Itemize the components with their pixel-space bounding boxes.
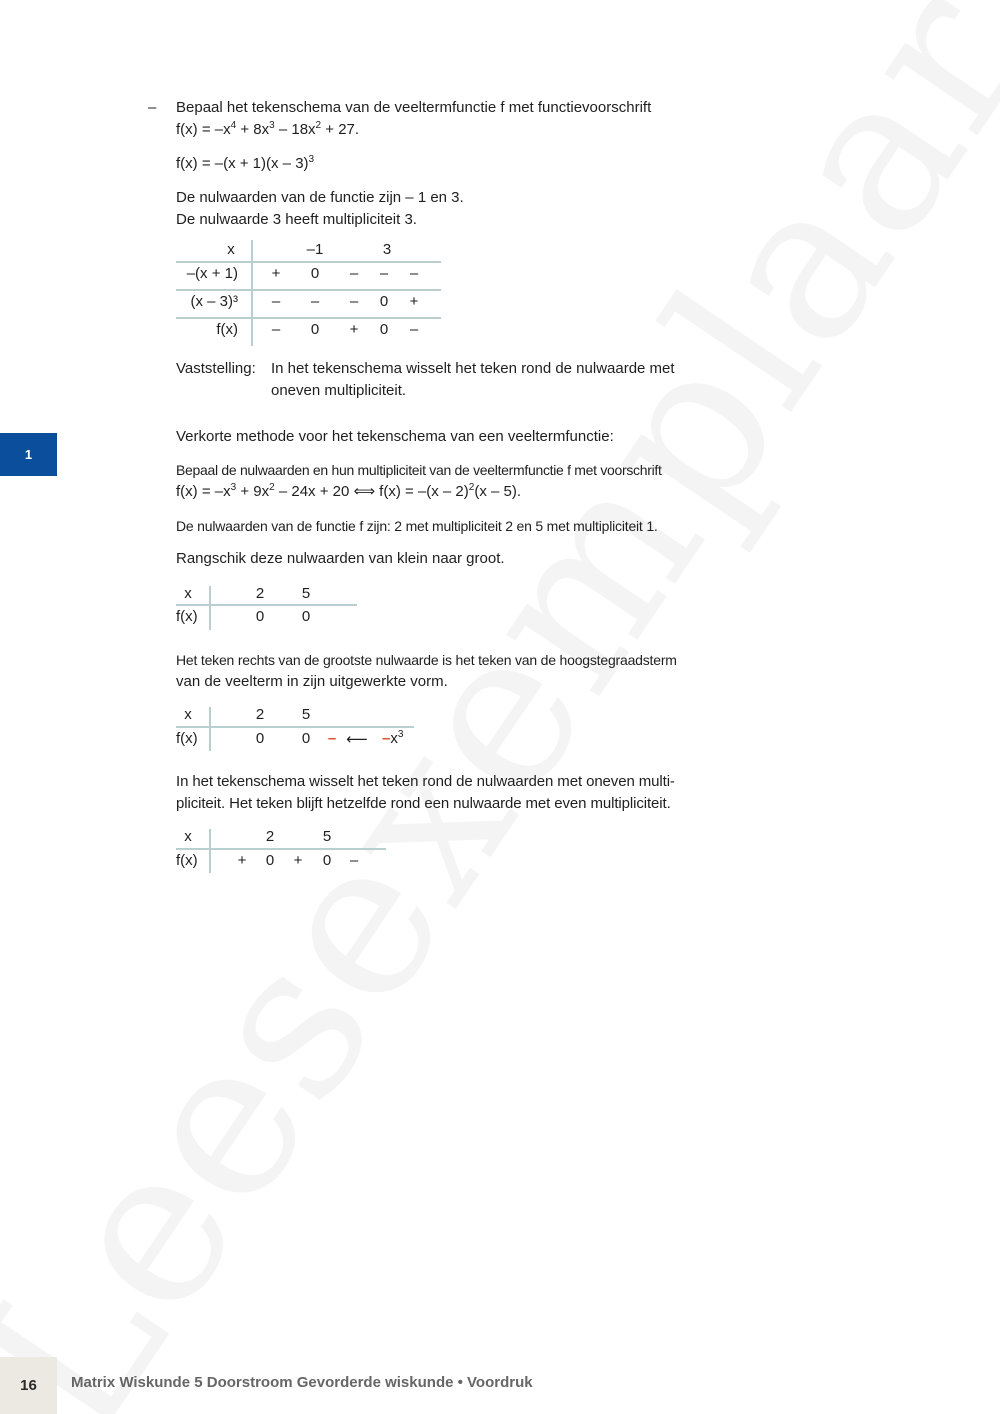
step-1-text: Bepaal de nulwaarden en hun multipliciteit van de veeltermfunctie f met voorschrift (176, 462, 662, 478)
sign-cell: 0 (379, 293, 389, 310)
step-1-formula: $f(x) = -x^3 + 9x^2 - 24x + 20$ ⟺ f(x) = –(x – 2)$^2$(x – 5). (176, 482, 522, 500)
zeros-statement: De nulwaarden van de functie zijn – 1 en 3. (176, 189, 464, 206)
arrow-left-icon: ⟵ (346, 731, 368, 748)
header-zero: 5 (301, 706, 311, 723)
row-label: f(x) (176, 608, 198, 625)
function-definition: $f(x) = -x^4 + 8x^3 - 18x^2 + 27$. (176, 120, 360, 138)
leading-term: $-x^3$ (382, 729, 404, 747)
sign-cell: + (293, 852, 303, 869)
step-3-text: van de veelterm in zijn uitgewerkte vorm. (176, 673, 448, 690)
row-label: –(x + 1) (186, 265, 238, 282)
chapter-tab: 1 (0, 433, 57, 476)
sign-cell: 0 (379, 321, 389, 338)
table-divider (209, 829, 211, 873)
sign-cell: – (271, 293, 281, 310)
sign-cell: + (271, 265, 281, 282)
sign-cell: – (409, 321, 419, 338)
header-zero: 2 (255, 706, 265, 723)
observation-text: oneven multipliciteit. (271, 382, 407, 399)
header-zero-1: –1 (306, 241, 324, 258)
table-rule (176, 848, 386, 850)
row-label: f(x) (176, 730, 198, 747)
row-label: f(x) (176, 852, 198, 869)
step-2-text: Rangschik deze nulwaarden van klein naar groot. (176, 550, 505, 567)
sign-cell: 0 (301, 730, 311, 747)
factored-form: f(x) = –(x + 1)(x – 3)$^3$ (176, 154, 315, 172)
header-x: x (227, 241, 235, 258)
header-x: x (184, 585, 192, 602)
footer-title: Matrix Wiskunde 5 Doorstroom Gevorderde wiskunde • Voordruk (71, 1374, 533, 1391)
multiplicity-statement: De nulwaarde 3 heeft multipliciteit 3. (176, 211, 417, 228)
sign-cell: – (271, 321, 281, 338)
header-x: x (184, 828, 192, 845)
step-4-text: pliciteit. Het teken blijft hetzelfde rond een nulwaarde met even multipliciteit. (176, 795, 671, 812)
sign-cell: – (310, 293, 320, 310)
sign-cell: 0 (322, 852, 332, 869)
table-rule (176, 261, 441, 263)
sign-cell: 0 (301, 608, 311, 625)
bullet-dash: – (148, 99, 157, 116)
sign-cell: 0 (265, 852, 275, 869)
sign-cell: – (349, 293, 359, 310)
header-zero: 5 (301, 585, 311, 602)
sign-cell: – (349, 852, 359, 869)
sign-cell: – (409, 265, 419, 282)
sign-cell: 0 (255, 608, 265, 625)
step-4-text: In het tekenschema wisselt het teken rond de nulwaarden met oneven multi- (176, 773, 675, 790)
sign-cell: – (379, 265, 389, 282)
right-sign: – (327, 730, 337, 747)
table-divider (209, 707, 211, 751)
table-divider (209, 586, 211, 630)
page-number: 16 (0, 1357, 57, 1414)
sign-cell: 0 (255, 730, 265, 747)
table-rule (176, 604, 357, 606)
sign-cell: 0 (310, 321, 320, 338)
sign-cell: 0 (310, 265, 320, 282)
row-label: (x – 3)³ (190, 293, 238, 310)
step-3-text: Het teken rechts van de grootste nulwaarde is het teken van de hoogstegraadsterm (176, 652, 677, 668)
table-rule (176, 726, 414, 728)
header-zero: 5 (322, 828, 332, 845)
table-rule (176, 317, 441, 319)
intro-line: Bepaal het tekenschema van de veeltermfunctie f met functievoorschrift (176, 99, 652, 116)
sign-cell: – (349, 265, 359, 282)
header-zero: 2 (265, 828, 275, 845)
step-1-zeros: De nulwaarden van de functie f zijn: 2 met multipliciteit 2 en 5 met multipliciteit 1. (176, 518, 658, 534)
method-heading: Verkorte methode voor het tekenschema van een veeltermfunctie: (176, 428, 614, 445)
header-x: x (184, 706, 192, 723)
table-rule (176, 289, 441, 291)
observation-label: Vaststelling: (176, 360, 256, 377)
observation-text: In het tekenschema wisselt het teken rond de nulwaarde met (271, 360, 675, 377)
header-zero-2: 3 (382, 241, 392, 258)
table-divider (251, 240, 253, 346)
header-zero: 2 (255, 585, 265, 602)
row-label: f(x) (216, 321, 238, 338)
sign-cell: + (237, 852, 247, 869)
sign-cell: + (409, 293, 419, 310)
sign-cell: + (349, 321, 359, 338)
